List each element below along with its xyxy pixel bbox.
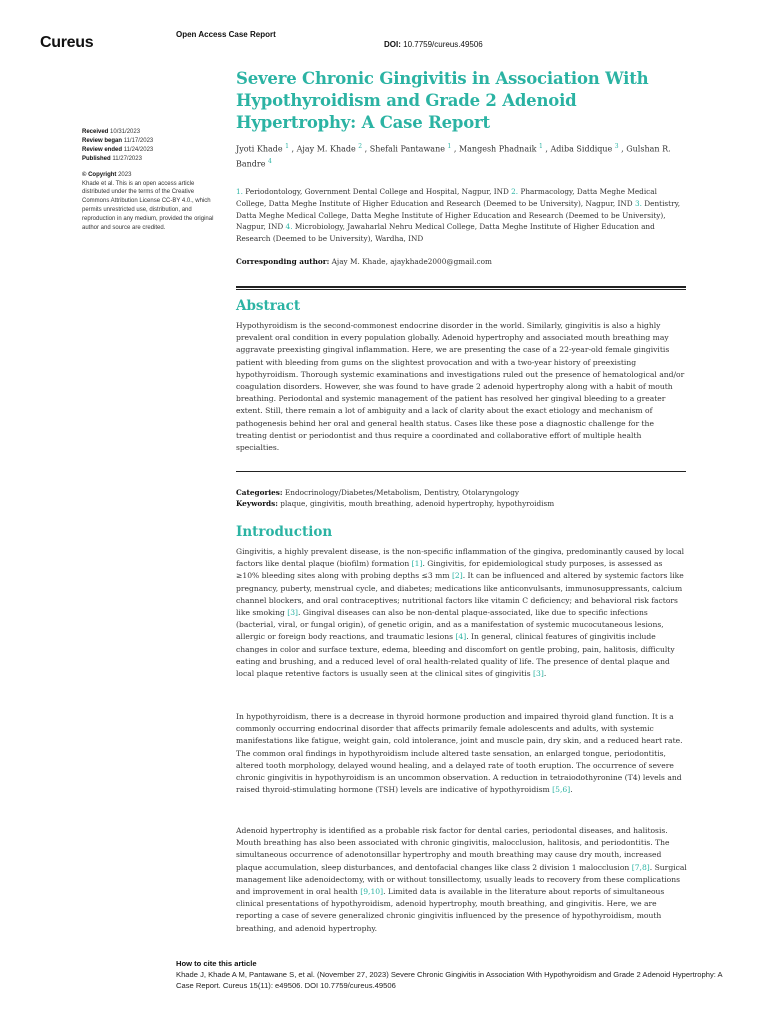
corresponding-author xyxy=(236,257,686,266)
author-name[interactable]: Shefali Pantawane xyxy=(369,144,448,154)
doi-label: DOI: xyxy=(384,40,401,49)
introduction-heading: Introduction xyxy=(236,524,333,540)
author-affiliation-number: 4 xyxy=(268,157,272,165)
citation-link[interactable]: [3] xyxy=(533,669,544,679)
citation-link[interactable]: [1] xyxy=(411,559,423,569)
received-date: 10/31/2023 xyxy=(110,129,141,135)
article-type: Open Access Case Report xyxy=(176,30,276,39)
affiliation-text: Periodontology, Government Dental College and Hospital, Nagpur, IND xyxy=(245,187,512,197)
license-text: Khade et al. This is an open access article distributed under the terms of the Creative Commons Attribution License CC-BY 4.0., which permits unrestricted use, distribution, and reproduction in any medium, provided the original author and source are credited. xyxy=(82,180,214,232)
published-label: Published xyxy=(82,155,111,162)
article-title: Severe Chronic Gingivitis in Association With Hypothyroidism and Grade 2 Adenoid Hypertrophy: A Case Report xyxy=(236,69,649,132)
cureus-logo[interactable]: Cureus xyxy=(40,34,94,51)
review-began-label: Review began xyxy=(82,137,123,144)
corresponding-value[interactable]: Ajay M. Khade, ajaykhade2000@gmail.com xyxy=(331,256,492,266)
doi-value[interactable]: 10.7759/cureus.49506 xyxy=(403,40,483,49)
author-name[interactable]: Mangesh Phadnaik xyxy=(458,144,540,154)
citation-link[interactable]: [5,6] xyxy=(552,785,571,795)
introduction-paragraph: Gingivitis, a highly prevalent disease, is the non-specific inflammation of the gingiva, predominantly caused by local factors like dental plaque (biofilm) formation [1]. Gingivitis, for epidemiological study purposes, is assessed as ≥10% bleeding sites along with probing depths ≤3 mm [2]. It can be influenced and altered by systemic factors like pregnancy, puberty, menstrual cycle, and diabetes; medications like anticonvulsants, immunosuppressants, calcium channel blockers, and oral contraceptives; nutritional factors like vitamin C deficiency; and behavioral risk factors like smoking [3]. Gingival diseases can also be non-dental plaque-associated, like due to specific infections (bacterial, viral, or fungal origin), of genetic origin, and as a manifestation of systemic mucocutaneous lesions, allergic or foreign body reactions, and traumatic lesions [4]. In general, clinical features of gingivitis include changes in color and surface texture, edema, bleeding and discomfort on gentle probing, pain, halitosis, difficulty eating and brushing, and a reduced level of oral health-related quality of life. The presence of dental plaque and local plaque retentive factors is usually seen at the clinical sites of gingivitis [3]. xyxy=(236,547,685,679)
keywords-label: Keywords: xyxy=(236,499,278,509)
author-affiliation-number: 2 xyxy=(358,143,363,150)
affiliation-text: Microbiology, Jawaharlal Nehru Medical College, Datta Meghe Institute of Higher Education and Research (Deemed to be University), Wardha, IND xyxy=(236,222,655,244)
introduction-paragraph: In hypothyroidism, there is a decrease in thyroid hormone production and impaired thyroid gland function. It is a commonly occurring endocrinal disorder that affects primarily female adolescents and adults, with systemic manifestations like fatigue, weight gain, cold intolerance, joint and muscle pain, dry skin, and a reduced heart rate. The common oral findings in hypothyroidism include altered taste sensation, an enlarged tongue, periodontitis, altered tooth morphology, delayed wound healing, and a delayed rate of tooth eruption. The occurrence of severe chronic gingivitis in hypothyroidism is an uncommon observation. A reduction in tetraiodothyronine (T4) levels and raised thyroid-stimulating hormone (TSH) levels are indicative of hypothyroidism [5,6]. xyxy=(236,712,683,795)
abstract-heading: Abstract xyxy=(236,298,301,314)
how-to-cite-text: Khade J, Khade A M, Pantawane S, et al. (November 27, 2023) Severe Chronic Gingivitis in Association With Hypothyroidism and Grade 2 Adenoid Hypertrophy: A Case Report. Cureus 15(11): e49506. DOI 10.7759/cureus.49506 xyxy=(176,970,723,991)
citation-link[interactable]: [7,8] xyxy=(631,862,650,872)
affiliation-number: 2. xyxy=(511,187,521,197)
affiliation-text: Dentistry, Datta Meghe Medical College, Datta Meghe Institute of Higher Education and Research (Deemed to be University), Nagpur, IND xyxy=(236,199,681,232)
introduction-paragraph: Adenoid hypertrophy is identified as a probable risk factor for dental caries, periodontal diseases, and halitosis. Mouth breathing has also been associated with chronic gingivitis, malocclusion, halitosis, and periodontitis. The simultaneous occurrence of adenotonsillar hypertrophy and mouth breathing may cause dry mouth, increased plaque accumulation, sleep disturbances, and dentofacial changes like class 2 division 1 malocclusion [7,8]. Surgical management like adenoidectomy, with or without tonsillectomy, usually leads to recovery from these complications and improvement in oral health [9,10]. Limited data is available in the literature about reports of simultaneous clinical presentations of hypothyroidism, adenoid hypertrophy, mouth breathing, and gingivitis. Here, we are reporting a case of severe generalized chronic gingivitis influenced by the presence of hypothyroidism, mouth breathing, and adenoid hypertrophy. xyxy=(236,826,687,933)
author-name[interactable]: Adiba Siddique xyxy=(550,144,615,154)
article-sidebar xyxy=(82,128,222,233)
how-to-cite-heading: How to cite this article xyxy=(176,959,257,968)
copyright-year: 2023 xyxy=(118,171,132,178)
keywords-block xyxy=(236,487,686,509)
author-affiliation-number: 1 xyxy=(285,143,289,150)
categories-label: Categories: xyxy=(236,488,283,497)
affiliation-number: 1. xyxy=(236,187,246,197)
citation-link[interactable]: [3] xyxy=(287,608,298,618)
author-list: Jyoti Khade $^1$ , Ajay M. Khade $^2$ , Shefali Pantawane $^1$ , Mangesh Phadnaik $^1$ , Adiba Siddique $^3$ , Gulshan R. Bandre $^4$ xyxy=(236,143,671,169)
citation-link[interactable]: [2] xyxy=(451,571,463,581)
corresponding-label: Corresponding author: xyxy=(236,256,330,266)
author-name[interactable]: Ajay M. Khade xyxy=(296,144,359,154)
affiliation-text: Pharmacology, Datta Meghe Medical College, Datta Meghe Institute of Higher Education and Research (Deemed to be University), Nagpur, IND xyxy=(236,187,657,209)
author-affiliation-number: 1 xyxy=(539,143,543,150)
abstract-text: Hypothyroidism is the second-commonest endocrine disorder in the world. Similarly, gingivitis is also a highly prevalent oral condition in every population globally. Adenoid hypertrophy and associated mouth breathing may aggravate preexisting gingival inflammation. Here, we are presenting the case of a 22-year-old female gingivitis patient with bleeding from gums on the slightest provocation and with a two-year history of preexisting hypothyroidism. Thorough systemic examinations and investigations ruled out the presence of hematological and/or coagulation disorders. However, she was found to have grade 2 adenoid hypertrophy along with a habit of mouth breathing. Periodontal and systemic management of the patient has resolved her gingival bleeding to a greater extent. Still, there remain a lot of ambiguity and a lack of clarity about the exact etiology and mechanism of pathogenesis behind her oral and general health status. Cases like these pose a diagnostic challenge for the treating dentist or periodontist and thus require a coordinated and collaborative effort of multiple health specialties. xyxy=(236,321,685,453)
affiliation-number: 3. xyxy=(634,199,645,209)
author-name[interactable]: Gulshan R. Bandre xyxy=(236,144,671,169)
how-to-cite xyxy=(176,958,736,992)
author-affiliation-number: 1 xyxy=(447,143,452,150)
affiliation-number: 4. xyxy=(285,222,295,232)
article-header xyxy=(236,68,686,266)
published-date: 11/27/2023 xyxy=(112,155,142,162)
copyright-label: © Copyright xyxy=(82,171,117,178)
section-divider xyxy=(236,286,686,290)
citation-link[interactable]: [9,10] xyxy=(360,887,384,897)
affiliations xyxy=(236,186,686,245)
author-affiliation-number: 3 xyxy=(614,143,619,150)
copyright xyxy=(82,171,222,180)
received-label: Received xyxy=(82,129,109,135)
review-ended-label: Review ended xyxy=(82,146,123,153)
section-divider xyxy=(236,471,686,472)
citation-link[interactable]: [4] xyxy=(455,632,467,642)
review-began-date: 11/17/2023 xyxy=(123,137,154,144)
review-ended-date: 11/24/2023 xyxy=(123,146,154,153)
categories-value: Endocrinology/Diabetes/Metabolism, Dentistry, Otolaryngology xyxy=(284,488,520,497)
author-name[interactable]: Jyoti Khade xyxy=(236,144,286,154)
doi[interactable] xyxy=(384,40,483,49)
keywords-value: plaque, gingivitis, mouth breathing, adenoid hypertrophy, hypothyroidism xyxy=(280,499,555,509)
publication-dates xyxy=(82,128,222,164)
